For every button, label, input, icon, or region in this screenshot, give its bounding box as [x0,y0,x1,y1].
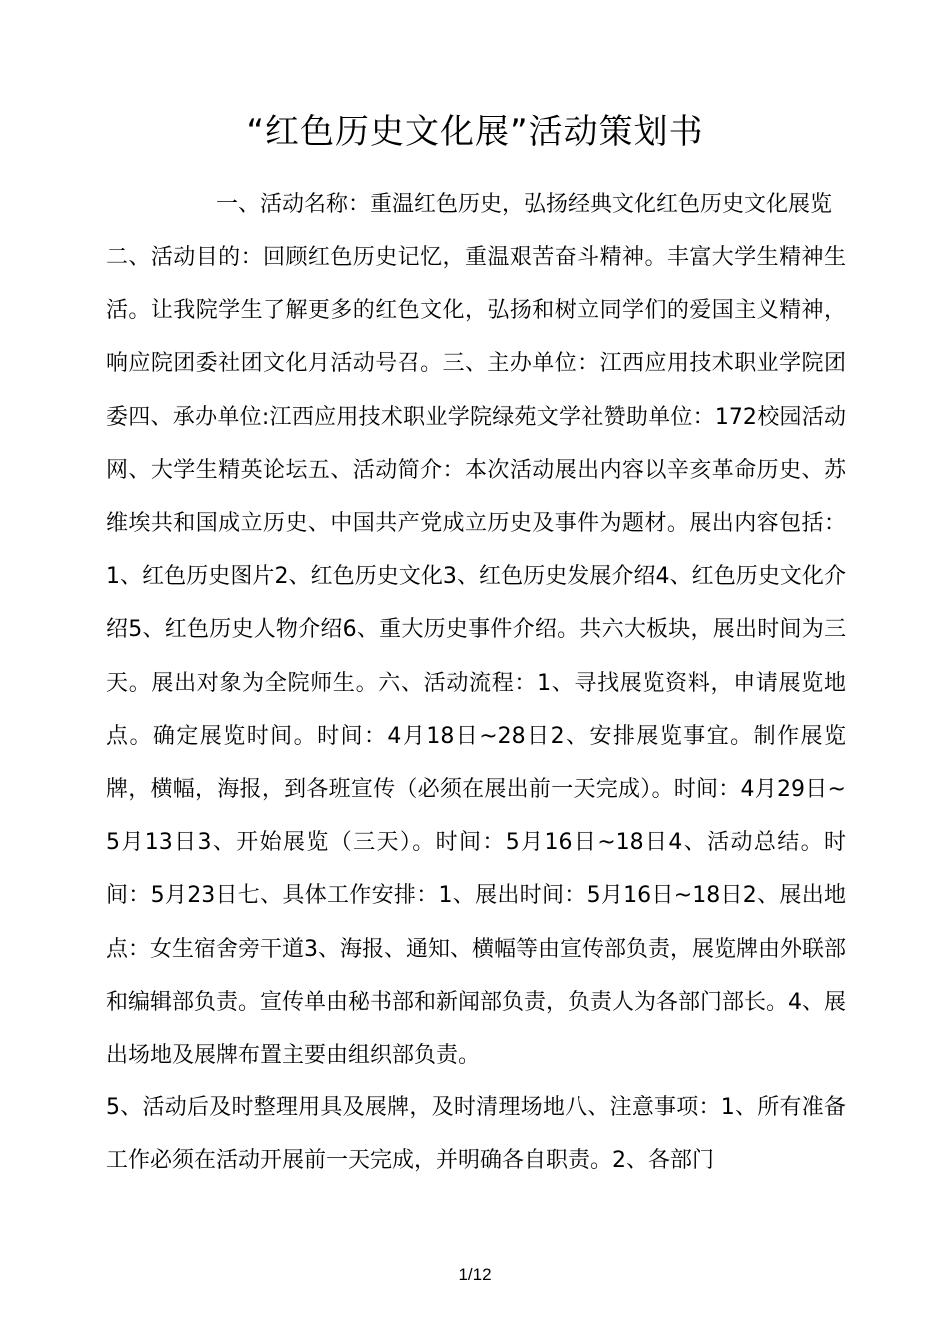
paragraph-activity-name: 一、活动名称：重温红色历史，弘扬经典文化红色历史文化展览 [216,192,833,217]
page-number: 1/12 [458,1265,492,1284]
paragraph-notes: 5、活动后及时整理用具及展牌，及时清理场地八、注意事项：1、所有准备工作必须在活动开展前一天完成，并明确各自职责。2、各部门 [106,1095,846,1174]
paragraph-activity-details: 二、活动目的：回顾红色历史记忆，重温艰苦奋斗精神。丰富大学生精神生活。让我院学生了解更多的红色文化，弘扬和树立同学们的爱国主义精神，响应院团委社团文化月活动号召。三、主办单位：江西应用技术职业学院团委四、承办单位:江西应用技术职业学院绿苑文学社赞助单位：172校园活动网、大学生精英论坛五、活动简介：本次活动展出内容以辛亥革命历史、苏维埃共和国成立历史、中国共产党成立历史及事件为题材。展出内容包括：1、红色历史图片2、红色历史文化3、红色历史发展介绍4、红色历史文化介绍5、红色历史人物介绍6、重大历史事件介绍。共六大板块，展出时间为三天。展出对象为全院师生。六、活动流程：1、寻找展览资料，申请展览地点。确定展览时间。时间：4月18日~28日2、安排展览事宜。制作展览牌，横幅，海报，到各班宣传（必须在展出前一天完成）。时间：4月29日~5月13日3、开始展览（三天）。时间：5月16日~18日4、活动总结。时间：5月23日七、具体工作安排：1、展出时间：5月16日~18日2、展出地点：女生宿舍旁干道3、海报、通知、横幅等由宣传部负责，展览牌由外联部和编辑部负责。宣传单由秘书部和新闻部负责，负责人为各部门部长。4、展出场地及展牌布置主要由组织部负责。 [106,245,846,1069]
document-title: “红色历史文化展”活动策划书 [246,112,704,152]
